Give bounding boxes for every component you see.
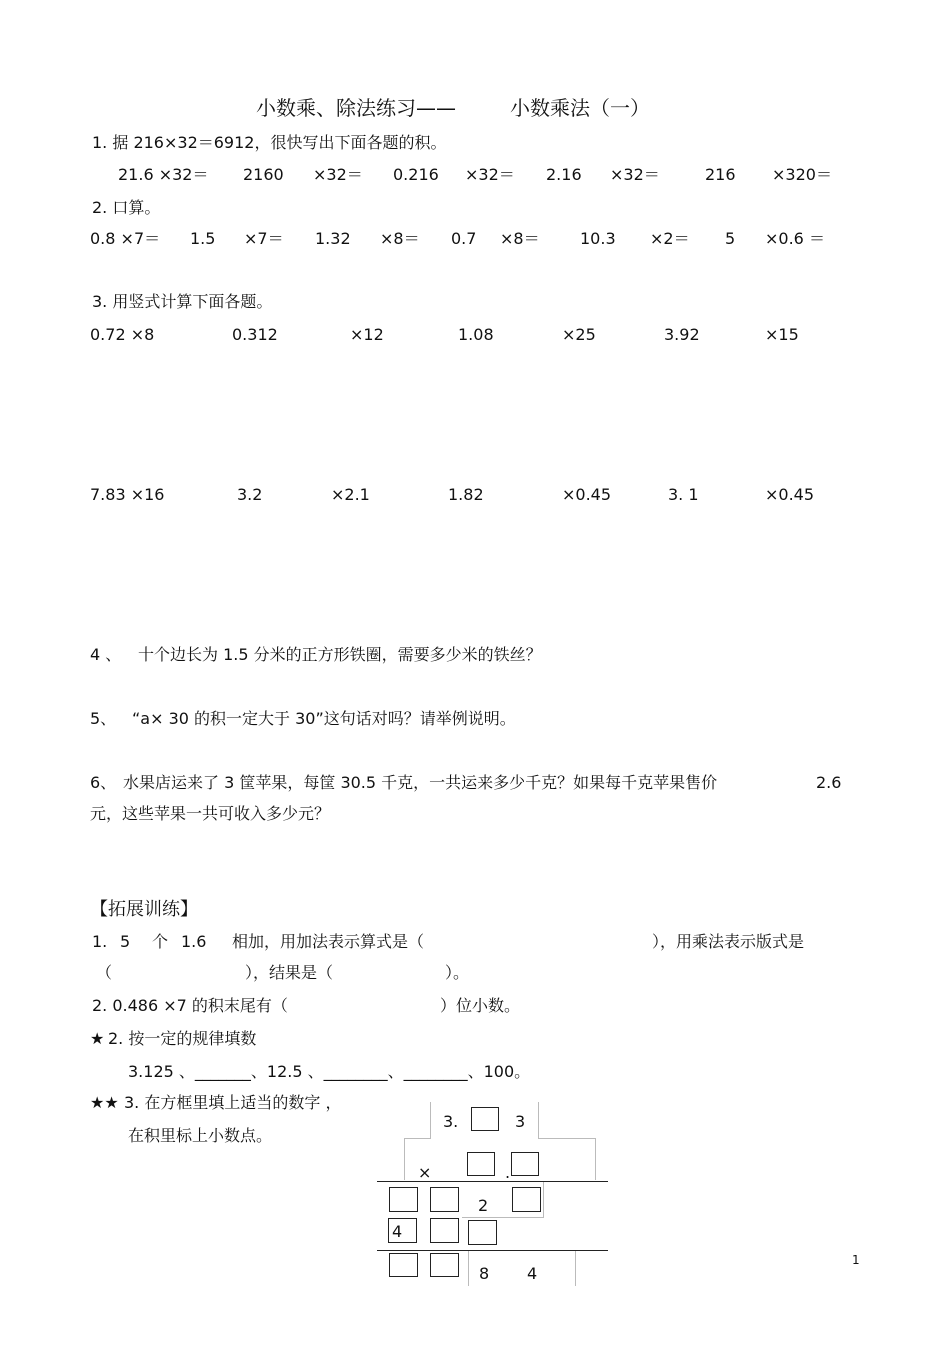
ext1-text: ）。 [445,963,470,982]
number-sequence: 3.125 、_______、12.5 、________、________、100。 [128,1062,531,1081]
star-icon: ★★ [90,1093,119,1112]
puzzle-blank-box[interactable] [430,1218,459,1243]
q3-item: ×2.1 [331,485,370,504]
ext4-line2: 在积里标上小数点。 [128,1126,273,1145]
q2-item: ×8＝ [500,229,540,248]
q1-item: ×32＝ [610,165,660,184]
q2-prompt: 2. 口算。 [92,198,161,217]
ext2-text: ）位小数。 [440,996,521,1015]
q2-item: 0.7 [451,229,477,248]
q3-item: ×12 [350,325,384,344]
puzzle-digit: 3 [515,1112,526,1131]
puzzle-blank-box[interactable] [512,1187,541,1212]
q6-line2: 元，这些苹果一共可收入多少元？ [90,804,331,823]
ext2-text: 2. 0.486 ×7 的积末尾有（ [92,996,288,1015]
puzzle-digit: 2 [478,1196,489,1215]
q2-item: 0.8 ×7＝ [90,229,161,248]
q3-item: 1.82 [448,485,484,504]
page-title-right: 小数乘法（一） [510,96,650,120]
puzzle-blank-box[interactable] [471,1107,499,1131]
puzzle-blank-box[interactable] [468,1220,497,1245]
ext3-prompt: 2. 按一定的规律填数 [108,1029,257,1048]
q3-item: ×0.45 [562,485,612,504]
puzzle-blank-box[interactable] [467,1152,495,1176]
q3-item: 3.92 [664,325,700,344]
q1-item: 2160 [243,165,284,184]
q3-prompt: 3. 用竖式计算下面各题。 [92,292,273,311]
star-icon: ★ [90,1029,105,1048]
q6-line1: 水果店运来了 3 筐苹果，每筐 30.5 千克，一共运来多少千克？如果每千克苹果售价 [123,773,718,792]
q1-item: 216 [705,165,736,184]
q2-item: 1.32 [315,229,351,248]
puzzle-blank-box[interactable] [388,1218,417,1243]
ext4-line1: 3. 在方框里填上适当的数字 ， [124,1093,342,1112]
q2-item: 10.3 [580,229,616,248]
q1-item: 0.216 [393,165,439,184]
ext1-number: 1. [92,932,108,951]
q1-item: 2.16 [546,165,582,184]
q6-price: 2.6 [816,773,842,792]
ext1-text: ），用乘法表示版式是 [652,932,805,951]
puzzle-rule [377,1250,608,1251]
q1-item: ×320＝ [772,165,832,184]
puzzle-digit: 4 [527,1264,538,1283]
puzzle-blank-box[interactable] [430,1187,459,1212]
q5-number: 5、 [90,709,117,728]
q3-item: 3.2 [237,485,263,504]
q3-item: 7.83 ×16 [90,485,165,504]
q3-item: ×25 [562,325,596,344]
q1-prompt: 1. 据 216×32＝6912，很快写出下面各题的积。 [92,133,447,152]
q2-item: ×0.6 ＝ [765,229,825,248]
q1-item: ×32＝ [465,165,515,184]
q3-item: 3. 1 [668,485,699,504]
q2-item: 5 [725,229,736,248]
ext1-text: 个 [152,932,169,951]
q1-item: 21.6 ×32＝ [118,165,209,184]
page-number: 1 [852,1253,860,1267]
puzzle-blank-box[interactable] [389,1253,418,1277]
puzzle-blank-box[interactable] [511,1152,539,1176]
q2-item: ×2＝ [650,229,690,248]
ext1-text: 5 [120,932,131,951]
q2-item: 1.5 [190,229,216,248]
q3-item: 0.312 [232,325,278,344]
q3-item: ×15 [765,325,799,344]
puzzle-digit: 4 [392,1222,403,1241]
q4-number: 4 、 [90,645,122,664]
q2-item: ×7＝ [244,229,284,248]
ext1-text: 1.6 [181,932,207,951]
q1-item: ×32＝ [313,165,363,184]
extension-heading: 【拓展训练】 [90,899,198,920]
puzzle-times-sign: × [418,1163,432,1182]
q3-item: 1.08 [458,325,494,344]
puzzle-digit: 3. [443,1112,459,1131]
q3-item: 0.72 ×8 [90,325,155,344]
q5-text: “a× 30 的积一定大于 30”这句话对吗？请举例说明。 [132,709,516,728]
puzzle-rule [377,1181,608,1182]
q2-item: ×8＝ [380,229,420,248]
page-title-left: 小数乘、除法练习—— [256,96,456,120]
q3-item: ×0.45 [765,485,815,504]
puzzle-digit: 8 [479,1264,490,1283]
puzzle-blank-box[interactable] [389,1187,418,1212]
ext1-text: （ [96,963,113,982]
ext1-text: 相加，用加法表示算式是（ [232,932,425,951]
puzzle-blank-box[interactable] [430,1253,459,1277]
ext1-text: ），结果是（ [245,963,334,982]
q6-number: 6、 [90,773,117,792]
puzzle-decimal-point: . [505,1163,511,1182]
q4-text: 十个边长为 1.5 分米的正方形铁圈，需要多少米的铁丝？ [138,645,542,664]
